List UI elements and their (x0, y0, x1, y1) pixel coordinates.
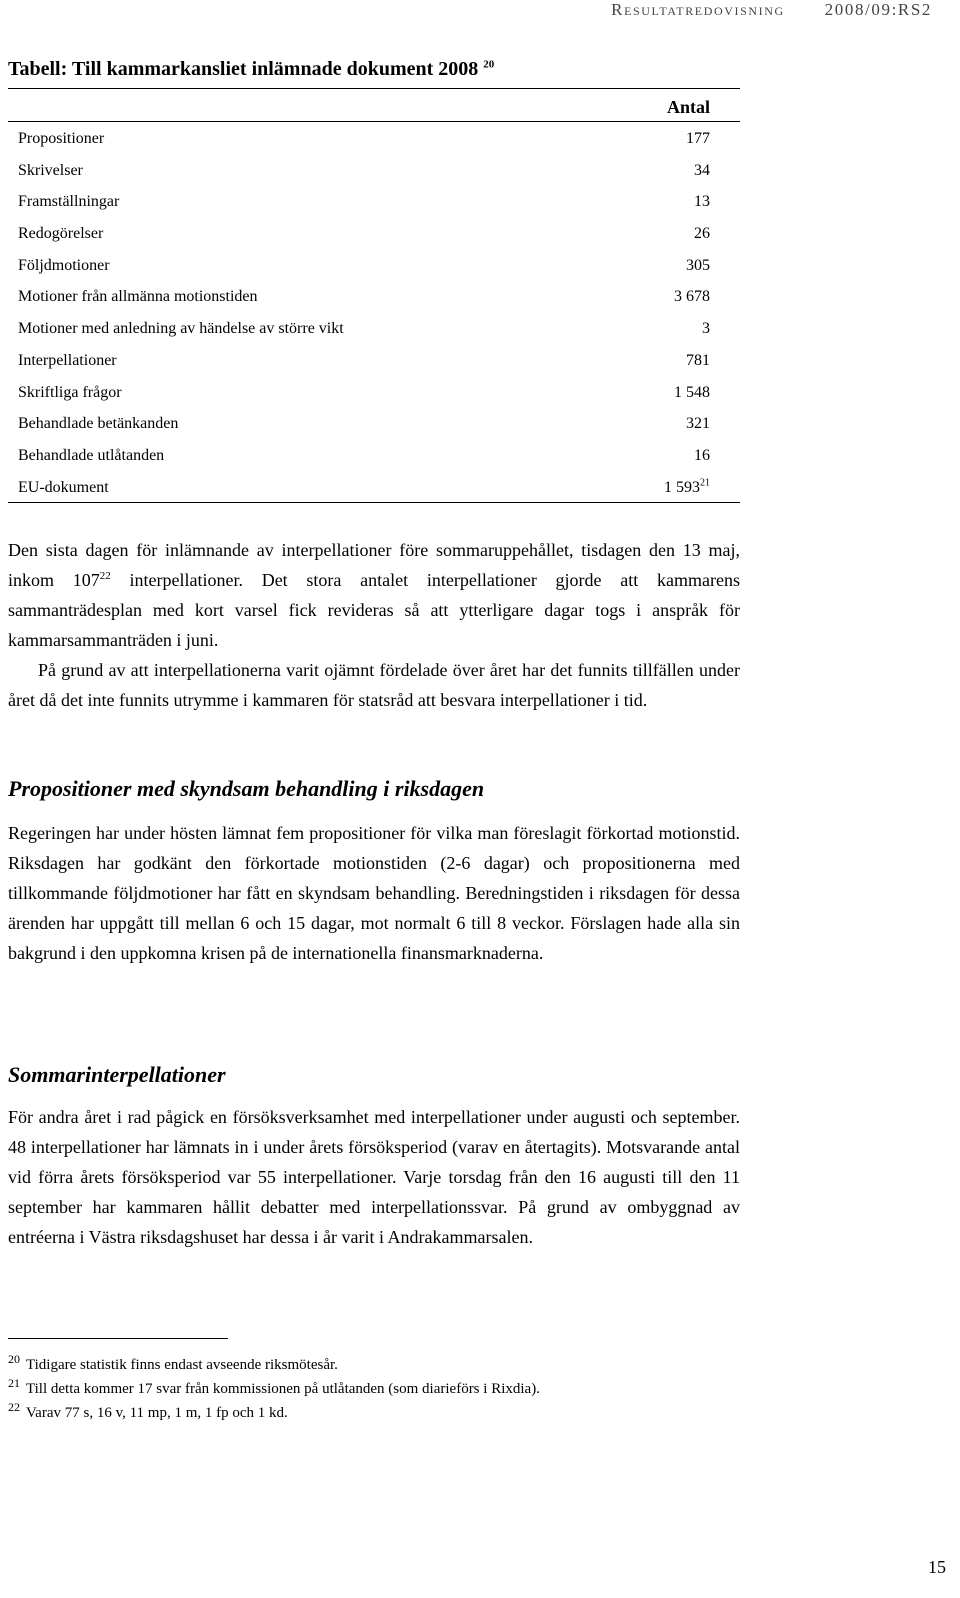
table-row: Behandlade utlåtanden 16 (18, 446, 710, 464)
table-row: Motioner med anledning av händelse av större vikt 3 (18, 320, 710, 338)
header-section: Resultatredovisning (611, 0, 785, 19)
table-row: EU-dokument 1 $593^{21}$ (18, 477, 710, 496)
table-row: Skrivelser 34 (18, 161, 710, 179)
table-row: Framställningar 13 (18, 193, 710, 211)
paragraph-propositions: Regeringen har under hösten lämnat fem propositioner för vilka man föreslagit förkortad motionstid. Riksdagen har godkänt den förkortade motionstiden (2-6 dagar) och propositionerna med tillkommande följdmotioner har fått en skyndsam behandling. Beredningstiden i riksdagen för dessa ärenden har uppgått till mellan 6 och 15 dagar, mot normalt 6 till 8 veckor. Förslagen hade alla sin bakgrund i den uppkomna krisen på de internationella finansmarknaderna. (8, 823, 740, 963)
table-row: Behandlade betänkanden 321 (18, 415, 710, 433)
footnote-21: $^{21}$ Till detta kommer 17 svar från kommissionen på utlåtanden (som diarieförs i Rixdia). (8, 1376, 540, 1397)
table-row: Interpellationer 781 (18, 351, 710, 369)
paragraph-interpellations: Den sista dagen för inlämnande av interpellationer före sommaruppehållet, tisdagen den 13 maj, inkom $107^{22}$ interpellationer. Det stora antalet interpellationer gjorde att kammarens sammanträdesplan med kort varsel fick revideras så att ytterligare dagar togs i anspråk för kammarsammanträden i juni. (8, 540, 740, 650)
header-doc-id: 2008/09:RS2 (824, 0, 932, 19)
footnote-ref-20[interactable]: 20 (483, 58, 495, 71)
footnote-divider (8, 1338, 228, 1339)
footnote-ref-21[interactable]: 21 (700, 477, 710, 489)
footnote-ref-22[interactable]: 22 (99, 570, 111, 582)
running-header (611, 0, 932, 22)
column-header-antal: Antal (8, 89, 740, 122)
paragraph-summer-interpellations: För andra året i rad pågick en försöksverksamhet med interpellationer under augusti och september. 48 interpellationer har lämnats in i under årets försöksperiod (varav en återtagits). Motsvarande antal vid förra årets försöksperiod var 55 interpellationer. Varje torsdag från den 16 augusti till den 11 september har kammaren hållit debatter med interpellationssvar. På grund av ombyggnad av entréerna i Västra riksdagshuset har dessa i år varit i Andrakammarsalen. (8, 1107, 740, 1247)
table-row: Motioner från allmänna motionstiden 3 678 (18, 288, 710, 306)
paragraph-uneven-distribution: På grund av att interpellationerna varit ojämnt fördelade över året har det funnits tillfällen under året då det inte funnits utrymme i kammaren för statsråd att besvara interpellationer i tid. (8, 660, 740, 710)
table-title: Tabell: Till kammarkansliet inlämnade dokument 2008 $^{20}$ (8, 58, 495, 80)
heading-propositions: Propositioner med skyndsam behandling i riksdagen (8, 776, 485, 801)
table-row: Redogörelser 26 (18, 225, 710, 243)
table-row: Propositioner 177 (18, 130, 710, 147)
heading-summer-interpellations: Sommarinterpellationer (8, 1062, 226, 1087)
footnote-22: $^{22}$ Varav 77 s, 16 v, 11 mp, 1 m, 1 fp och 1 kd. (8, 1400, 288, 1421)
table-row: Skriftliga frågor 1 548 (18, 383, 710, 401)
page-number: 15 (928, 1557, 946, 1577)
footnote-20: $^{20}$ Tidigare statistik finns endast avseende riksmötesår. (8, 1352, 338, 1373)
table-row: Följdmotioner 305 (18, 256, 710, 274)
documents-table (8, 88, 740, 503)
